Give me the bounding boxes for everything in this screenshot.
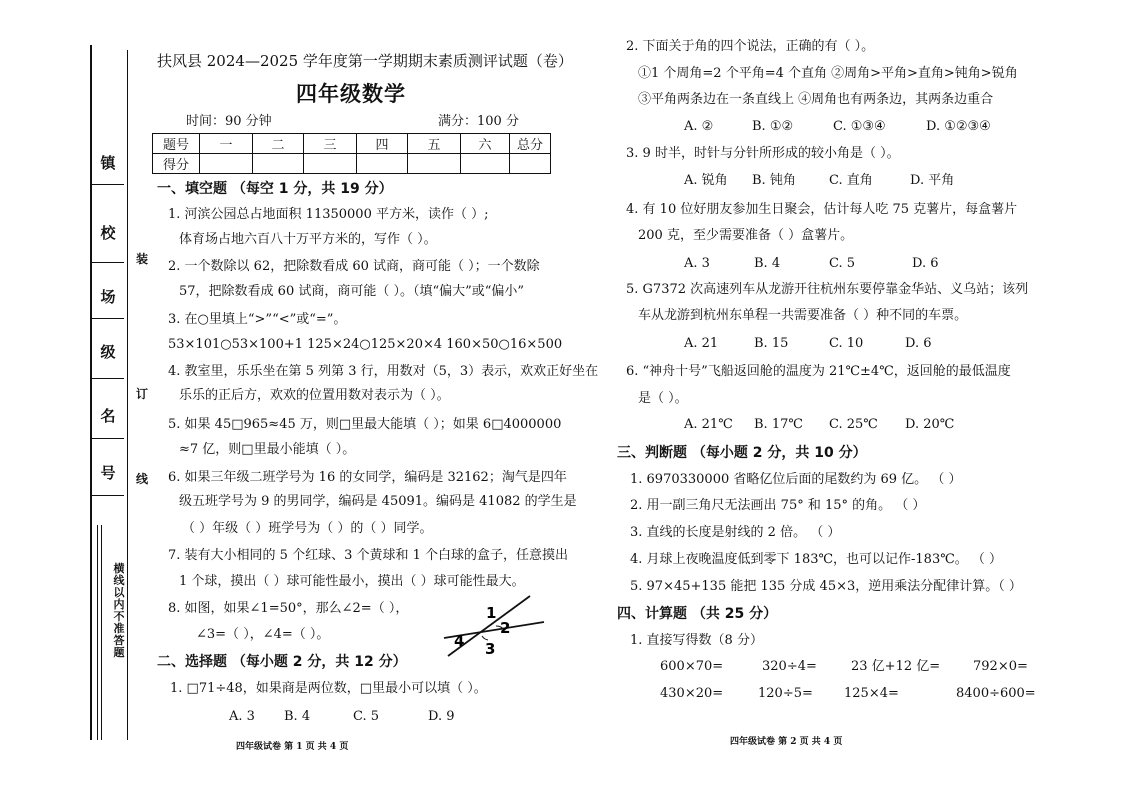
exam-full-score: 满分：100 分 xyxy=(438,114,519,129)
score-cell: 三 xyxy=(304,134,357,154)
calc-item: 600×70= xyxy=(660,659,724,674)
score-cell: 总分 xyxy=(510,134,551,154)
calc-item: 430×20= xyxy=(660,686,724,701)
choice-5-option-a: A. 21 xyxy=(684,336,719,351)
score-input-cell[interactable] xyxy=(200,154,253,174)
judge-question-2: 2. 用一副三角尺无法画出 75° 和 15° 的角。 （ ） xyxy=(630,498,926,513)
score-input-cell[interactable] xyxy=(253,154,304,174)
fill-question-4b: 乐乐的正后方，欢欢的位置用数对表示为（ ）。 xyxy=(179,388,450,403)
binding-label-school: 校 xyxy=(100,224,116,242)
score-cell: 题号 xyxy=(153,134,200,154)
angle-label-3: 3 xyxy=(485,640,496,658)
choice-2-option-a: A. ② xyxy=(684,119,714,134)
choice-2-option-c: C. ①③④ xyxy=(833,119,886,134)
binding-blank-line xyxy=(92,262,124,263)
section-3-heading: 三、判断题 （每小题 2 分，共 10 分） xyxy=(617,445,867,461)
choice-question-6a: 6. “神舟十号”飞船返回舱的温度为 21℃±4℃，返回舱的最低温度 xyxy=(626,364,1011,379)
choice-3-option-c: C. 直角 xyxy=(829,173,873,188)
fill-question-5b: ≈7 亿，则□里最小能填（ ）。 xyxy=(179,442,356,457)
calc-item: 120÷5= xyxy=(758,686,813,701)
calc-item: 792×0= xyxy=(973,659,1028,674)
judge-question-5: 5. 97×45+135 能把 135 分成 45×3，逆用乘法分配律计算。（ ） xyxy=(630,579,1022,594)
binding-mark-ding: 订 xyxy=(136,384,148,403)
calc-item: 320÷4= xyxy=(762,659,817,674)
choice-2-statement-a: ①1 个周角=2 个平角=4 个直角 ②周角>平角>直角>钝角>锐角 xyxy=(638,66,1018,81)
score-input-cell[interactable] xyxy=(304,154,357,174)
choice-1-option-d: D. 9 xyxy=(428,709,455,724)
fill-question-6c: （ ）年级（ ）班学号为（ ）的（ ）同学。 xyxy=(182,521,433,536)
score-cell: 四 xyxy=(357,134,408,154)
choice-1-option-a: A. 3 xyxy=(229,709,255,724)
calc-item: 23 亿+12 亿= xyxy=(851,659,941,674)
binding-blank-line xyxy=(92,318,124,319)
choice-1-option-b: B. 4 xyxy=(284,709,311,724)
choice-6-option-b: B. 17℃ xyxy=(754,417,803,432)
choice-6-option-d: D. 20℃ xyxy=(905,417,955,432)
fill-question-8b: ∠3=（ ），∠4=（ ）。 xyxy=(196,627,330,642)
fill-question-3b: 53×101○53×100+1 125×24○125×20×4 160×50○16×500 xyxy=(168,337,563,352)
binding-cut-line xyxy=(127,50,128,740)
binding-label-town: 镇 xyxy=(100,154,116,172)
fill-question-6b: 级五班学号为 9 的男同学，编码是 45091。编码是 41082 的学生是 xyxy=(179,494,577,509)
section-4-heading: 四、计算题 （共 25 分） xyxy=(617,606,778,622)
angle-diagram xyxy=(438,594,550,660)
binding-blank-line xyxy=(92,378,124,379)
angle-label-2: 2 xyxy=(500,619,511,637)
exam-header-title: 扶风县 2024—2025 学年度第一学期期末素质测评试题（卷） xyxy=(157,52,573,70)
choice-question-5b: 车从龙游到杭州东单程一共需要准备（ ）种不同的车票。 xyxy=(638,308,968,323)
choice-6-option-a: A. 21℃ xyxy=(684,417,733,432)
fill-question-1b: 体育场占地六百八十万平方米的，写作（ ）。 xyxy=(179,232,437,247)
choice-4-option-d: D. 6 xyxy=(912,256,939,271)
calc-item: 125×4= xyxy=(844,686,899,701)
fill-question-3a: 3. 在○里填上“>”“<”或“=”。 xyxy=(168,312,347,327)
fill-question-8a: 8. 如图，如果∠1=50°，那么∠2=（ ）， xyxy=(168,601,409,616)
binding-blank-line xyxy=(92,495,124,496)
fill-question-2b: 57，把除数看成 60 试商，商可能（ ）。（填“偏大”或“偏小” xyxy=(179,284,525,299)
score-cell: 一 xyxy=(200,134,253,154)
binding-label-room: 场 xyxy=(100,288,116,306)
fill-question-5a: 5. 如果 45□965≈45 万，则□里最大能填（ ）；如果 6□4000000 xyxy=(168,417,562,432)
choice-3-option-b: B. 钝角 xyxy=(752,173,796,188)
fill-question-7a: 7. 装有大小相同的 5 个红球、3 个黄球和 1 个白球的盒子，任意摸出 xyxy=(168,548,569,563)
choice-question-3: 3. 9 时半，时针与分针所形成的较小角是（ ）。 xyxy=(626,146,900,161)
fill-question-7b: 1 个球，摸出（ ）球可能性最小，摸出（ ）球可能性最大。 xyxy=(179,574,525,589)
binding-blank-line xyxy=(92,184,124,185)
score-input-cell[interactable] xyxy=(408,154,461,174)
score-input-cell[interactable] xyxy=(461,154,510,174)
choice-1-option-c: C. 5 xyxy=(353,709,380,724)
choice-3-option-a: A. 锐角 xyxy=(684,173,728,188)
choice-question-6b: 是（ ）。 xyxy=(638,391,688,406)
page-footer-2: 四年级试卷 第 2 页 共 4 页 xyxy=(730,737,843,747)
choice-5-option-c: C. 10 xyxy=(829,336,864,351)
binding-mark-xian: 线 xyxy=(136,469,148,488)
binding-inner-line xyxy=(97,525,98,740)
score-cell: 得分 xyxy=(153,154,200,174)
judge-question-3: 3. 直线的长度是射线的 2 倍。 （ ） xyxy=(630,525,841,540)
choice-3-option-d: D. 平角 xyxy=(910,173,955,188)
section-2-heading: 二、选择题 （每小题 2 分，共 12 分） xyxy=(157,654,407,670)
choice-5-option-b: B. 15 xyxy=(754,336,789,351)
choice-6-option-c: C. 25℃ xyxy=(829,417,878,432)
choice-2-statement-b: ③平角两条边在一条直线上 ④周角也有两条边，其两条边重合 xyxy=(638,92,994,107)
fill-question-6a: 6. 如果三年级二班学号为 16 的女同学，编码是 32162；淘气是四年 xyxy=(168,470,567,485)
choice-2-option-b: B. ①② xyxy=(752,119,794,134)
score-input-cell[interactable] xyxy=(357,154,408,174)
choice-question-5a: 5. G7372 次高速列车从龙游开往杭州东要停靠金华站、义乌站；该列 xyxy=(626,282,1029,297)
fill-question-1a: 1. 河滨公园总占地面积 11350000 平方米，读作（ ）; xyxy=(168,207,489,222)
choice-question-1: 1. □71÷48，如果商是两位数，□里最小可以填（ ）。 xyxy=(170,681,487,696)
score-cell: 六 xyxy=(461,134,510,154)
choice-question-2: 2. 下面关于角的四个说法，正确的有（ ）。 xyxy=(626,39,875,54)
page-footer-1: 四年级试卷 第 1 页 共 4 页 xyxy=(236,742,349,752)
choice-4-option-c: C. 5 xyxy=(829,256,856,271)
exam-time: 时间：90 分钟 xyxy=(186,114,272,129)
angle-label-1: 1 xyxy=(486,604,497,622)
fill-question-4a: 4. 教室里，乐乐坐在第 5 列第 3 行，用数对（5，3）表示，欢欢正好坐在 xyxy=(168,364,599,379)
angle-label-4: 4 xyxy=(454,632,465,650)
binding-label-name: 名 xyxy=(100,407,116,425)
judge-question-4: 4. 月球上夜晚温度低到零下 183℃，也可以记作-183℃。 （ ） xyxy=(630,552,1003,567)
score-table-score-row xyxy=(153,154,551,174)
score-cell: 五 xyxy=(408,134,461,154)
score-cell: 二 xyxy=(253,134,304,154)
choice-question-4b: 200 克，至少需要准备（ ）盒薯片。 xyxy=(638,228,854,243)
fill-question-2a: 2. 一个数除以 62，把除数看成 60 试商，商可能（ ）；一个数除 xyxy=(168,259,540,274)
score-input-cell[interactable] xyxy=(510,154,551,174)
choice-4-option-b: B. 4 xyxy=(754,256,781,271)
binding-mark-zhuang: 装 xyxy=(136,249,148,268)
score-table-header-row xyxy=(153,134,551,154)
calc-question-1: 1. 直接写得数（8 分） xyxy=(630,633,763,648)
choice-4-option-a: A. 3 xyxy=(684,256,710,271)
choice-5-option-d: D. 6 xyxy=(905,336,932,351)
subject-title: 四年级数学 xyxy=(296,82,406,106)
binding-label-number: 号 xyxy=(100,464,116,482)
calc-item: 8400÷600= xyxy=(956,686,1036,701)
binding-border-line xyxy=(90,45,92,740)
choice-2-option-d: D. ①②③④ xyxy=(926,119,991,134)
judge-question-1: 1. 6970330000 省略亿位后面的尾数约为 69 亿。 （ ） xyxy=(630,472,962,487)
binding-inner-line xyxy=(101,525,102,740)
section-1-heading: 一、填空题 （每空 1 分，共 19 分） xyxy=(157,181,393,197)
binding-vertical-note: 横线以内不准答题 xyxy=(113,562,125,659)
choice-question-4a: 4. 有 10 位好朋友参加生日聚会，估计每人吃 75 克薯片，每盒薯片 xyxy=(626,202,1018,217)
binding-blank-line xyxy=(92,438,124,439)
score-table xyxy=(152,133,551,174)
binding-label-class: 级 xyxy=(100,343,116,361)
